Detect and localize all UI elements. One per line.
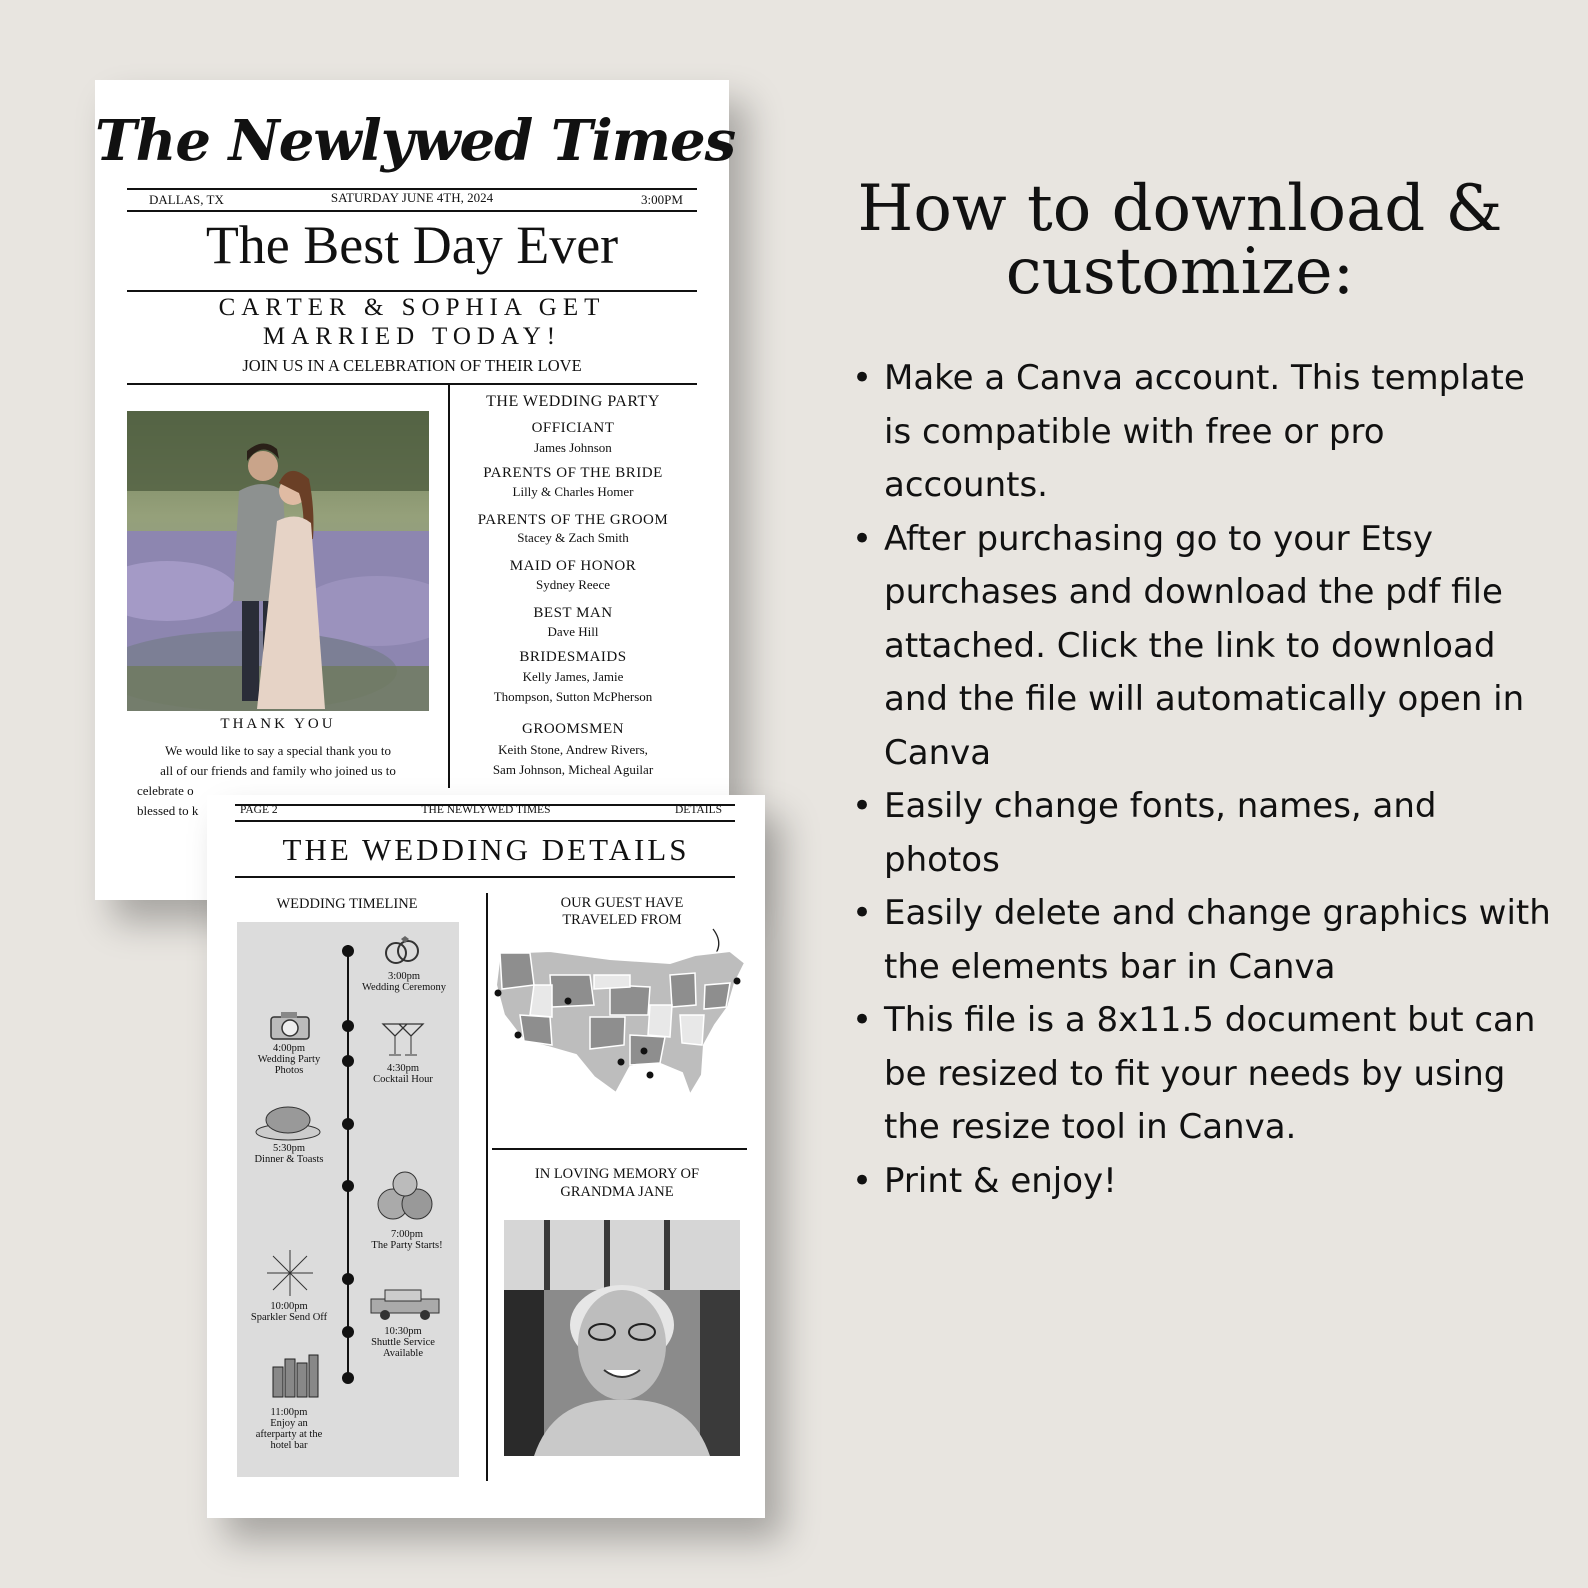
party-names: Dave Hill: [547, 624, 599, 639]
timeline-title: WEDDING TIMELINE: [276, 896, 418, 912]
timeline-event: [343, 1326, 463, 1359]
instruction-step: • Easily delete and change graphics with the elements bar in Canva: [852, 887, 1552, 994]
timeline-dot: [342, 1273, 354, 1285]
disco-ball-icon: [375, 1170, 435, 1222]
timeline-event: [347, 1229, 467, 1251]
party-role: MAID OF HONOR: [509, 558, 637, 574]
timeline-dot: [342, 1020, 354, 1032]
camera-icon: [267, 1007, 313, 1041]
heading-line-2: customize:: [1005, 235, 1355, 309]
section-name: DETAILS: [675, 804, 722, 816]
memory-title-2: GRANDMA JANE: [560, 1184, 674, 1200]
subhead-2: MARRIED TODAY!: [262, 323, 562, 350]
newspaper-page-2: [207, 795, 765, 1518]
instruction-step: • This file is a 8x11.5 document but can be resized to fit your needs by using the resize tool in Canva.: [852, 994, 1552, 1155]
cocktail-icon: [377, 1020, 429, 1060]
thank-you-title: THANK YOU: [220, 716, 336, 732]
travel-title-2: TRAVELED FROM: [562, 912, 682, 928]
party-role: OFFICIANT: [531, 420, 615, 436]
details-title: THE WEDDING DETAILS: [282, 832, 690, 867]
event-label: Available: [382, 1348, 424, 1359]
travel-title-1: OUR GUEST HAVE: [560, 895, 684, 911]
us-map: [490, 945, 750, 1105]
party-names: Sam Johnson, Micheal Aguilar: [492, 762, 654, 777]
event-time: 4:30pm: [386, 1063, 420, 1074]
divider: [127, 210, 697, 212]
party-role: GROOMSMEN: [521, 721, 624, 737]
subhead-1: CARTER & SOPHIA GET: [218, 294, 606, 321]
event-time: 10:00pm: [270, 1301, 308, 1312]
timeline-dot: [342, 1180, 354, 1192]
party-names: Kelly James, Jamie: [522, 669, 624, 684]
divider: [492, 1148, 747, 1150]
timeline-event: [229, 1407, 349, 1451]
event-time: 5:30pm: [272, 1143, 306, 1154]
divider: [127, 290, 697, 292]
event-time: 3:00pm: [387, 971, 421, 982]
party-names: James Johnson: [534, 440, 612, 455]
party-names: Thompson, Sutton McPherson: [493, 689, 653, 704]
car-icon: [367, 1287, 443, 1321]
event-label: Photos: [274, 1065, 304, 1076]
instruction-step: • Make a Canva account. This template is compatible with free or pro accounts.: [852, 352, 1552, 513]
party-names: Keith Stone, Andrew Rivers,: [498, 742, 648, 757]
location: DALLAS, TX: [149, 192, 224, 207]
timeline-event: [229, 1043, 349, 1076]
memory-title-1: IN LOVING MEMORY OF: [534, 1166, 700, 1182]
headline: The Best Day Ever: [205, 215, 619, 275]
divider: [235, 820, 735, 822]
event-label: Enjoy an: [270, 1418, 308, 1429]
event-label: Wedding Party: [257, 1054, 321, 1065]
party-role: BEST MAN: [533, 605, 613, 621]
event-time: 11:00pm: [270, 1407, 308, 1418]
event-time: 4:00pm: [272, 1043, 306, 1054]
party-role: PARENTS OF THE GROOM: [477, 512, 669, 528]
wedding-party-title: THE WEDDING PARTY: [486, 393, 660, 410]
masthead: The Newlywed Times: [95, 108, 736, 174]
thank-you-text: blessed to k: [137, 803, 199, 818]
tagline: JOIN US IN A CELEBRATION OF THEIR LOVE: [242, 356, 582, 375]
event-label: Shuttle Service: [371, 1337, 435, 1348]
grandma-photo: [504, 1220, 740, 1456]
rings-icon: [379, 935, 425, 967]
column-divider: [486, 893, 488, 1481]
event-label: Dinner & Toasts: [254, 1154, 324, 1165]
couple-photo: [127, 411, 429, 711]
timeline-event: [229, 1301, 349, 1323]
instructions-heading: [830, 172, 1530, 309]
timeline-dot: [342, 1118, 354, 1130]
sparkler-icon: [267, 1250, 313, 1296]
instruction-list: [852, 352, 1552, 1208]
instruction-step: • Easily change fonts, names, and photos: [852, 780, 1552, 887]
divider: [127, 383, 697, 385]
issue-time: 3:00PM: [641, 192, 683, 207]
turkey-icon: [253, 1100, 323, 1142]
timeline-dot: [342, 1372, 354, 1384]
event-label: Wedding Ceremony: [361, 982, 446, 993]
thank-you-text: celebrate o: [137, 783, 194, 798]
event-label: hotel bar: [270, 1440, 308, 1451]
column-divider: [448, 385, 450, 788]
issue-date: SATURDAY JUNE 4TH, 2024: [330, 190, 494, 205]
page-number: PAGE 2: [240, 804, 278, 816]
party-names: Lilly & Charles Homer: [512, 484, 634, 499]
thank-you-text: We would like to say a special thank you to: [164, 743, 392, 758]
event-label: afterparty at the: [255, 1429, 323, 1440]
divider: [235, 876, 735, 878]
event-label: The Party Starts!: [371, 1240, 443, 1251]
instruction-step: • Print & enjoy!: [852, 1155, 1552, 1209]
bottles-icon: [269, 1347, 321, 1399]
paper-name: THE NEWLYWED TIMES: [421, 804, 551, 816]
party-role: PARENTS OF THE BRIDE: [483, 465, 663, 481]
timeline-dot: [342, 945, 354, 957]
event-label: Cocktail Hour: [373, 1074, 433, 1085]
event-time: 10:30pm: [384, 1326, 422, 1337]
timeline-event: [229, 1143, 349, 1165]
timeline-event: [343, 1063, 463, 1085]
party-role: BRIDESMAIDS: [519, 649, 627, 665]
party-names: Sydney Reece: [535, 577, 610, 592]
party-names: Stacey & Zach Smith: [517, 530, 629, 545]
instruction-step: • After purchasing go to your Etsy purchases and download the pdf file attached. Click the link to download and the file will automatically open in Canva: [852, 513, 1552, 781]
event-time: 7:00pm: [390, 1229, 424, 1240]
heading-line-1: How to download &: [857, 172, 1503, 246]
event-label: Sparkler Send Off: [250, 1312, 328, 1323]
newspaper-page-1: [95, 80, 736, 900]
timeline-event: [344, 971, 464, 993]
thank-you-text: all of our friends and family who joined us to: [160, 763, 396, 778]
